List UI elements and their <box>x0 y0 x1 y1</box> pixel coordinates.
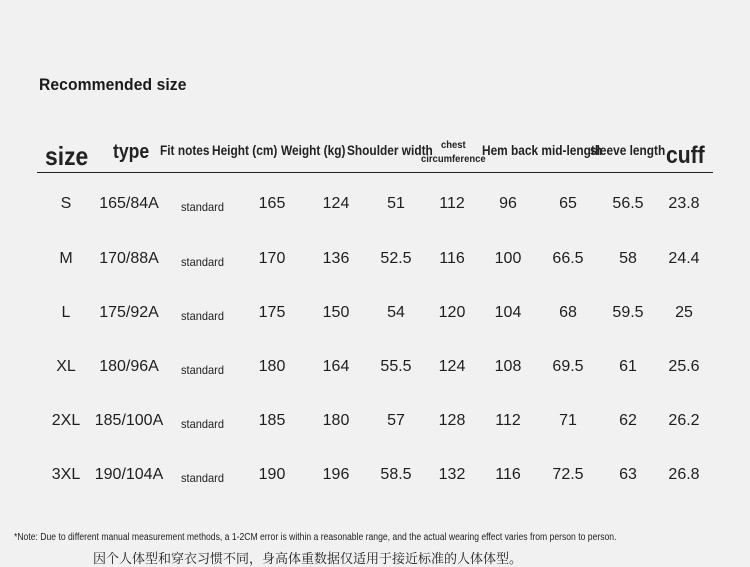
header-height: Height (cm) <box>212 143 278 158</box>
measurement-note: *Note: Due to different manual measurement methods, a 1-2CM error is within a reasonable range, and the actual wearing effect varies from person to person. <box>14 532 617 543</box>
cell-hem: 116 <box>495 466 521 483</box>
cell-sleeve-mid: 68 <box>559 304 577 321</box>
cell-size: L <box>61 304 71 321</box>
cell-sleeve: 59.5 <box>612 304 644 321</box>
cell-sleeve-mid: 66.5 <box>552 250 584 267</box>
cell-hem: 108 <box>494 358 522 375</box>
cell-sleeve: 58 <box>619 250 637 267</box>
cell-weight: 124 <box>322 195 350 212</box>
cell-type: 190/104A <box>94 466 164 483</box>
cell-fit-notes: standard <box>181 417 224 431</box>
cell-height: 185 <box>258 412 286 429</box>
cell-sleeve: 61 <box>619 358 637 375</box>
cell-cuff: 23.8 <box>668 195 700 212</box>
cell-type: 175/92A <box>99 304 159 321</box>
header-fit-notes: Fit notes <box>160 143 210 158</box>
cell-cuff: 25.6 <box>668 358 700 375</box>
cell-fit-notes: standard <box>181 200 224 214</box>
cell-chest: 124 <box>438 358 466 375</box>
cell-type: 170/88A <box>99 250 159 267</box>
cell-hem: 96 <box>499 195 517 212</box>
header-type: type <box>113 141 150 163</box>
cell-height: 190 <box>258 466 286 483</box>
cell-cuff: 26.8 <box>668 466 700 483</box>
header-chest-line1: chest <box>440 139 466 151</box>
cell-sleeve: 63 <box>619 466 637 483</box>
cell-hem: 104 <box>494 304 522 321</box>
cell-sleeve: 56.5 <box>612 195 644 212</box>
cell-sleeve-mid: 72.5 <box>552 466 584 483</box>
header-cuff: cuff <box>666 142 705 169</box>
page-title: Recommended size <box>39 75 187 94</box>
cell-cuff: 26.2 <box>668 412 700 429</box>
cell-type: 185/100A <box>94 412 164 429</box>
cell-size: 3XL <box>51 466 81 483</box>
cell-chest: 112 <box>439 195 465 212</box>
cell-fit-notes: standard <box>181 309 224 323</box>
header-weight: Weight (kg) <box>281 143 346 158</box>
cell-chest: 120 <box>438 304 466 321</box>
cell-weight: 136 <box>322 250 350 267</box>
cell-size: XL <box>56 358 76 375</box>
cell-chest: 132 <box>438 466 466 483</box>
cell-shoulder: 55.5 <box>380 358 412 375</box>
cell-shoulder: 52.5 <box>380 250 412 267</box>
cell-height: 180 <box>258 358 286 375</box>
cell-sleeve: 62 <box>619 412 637 429</box>
cell-height: 165 <box>258 195 286 212</box>
cell-type: 165/84A <box>99 195 159 212</box>
cell-fit-notes: standard <box>181 255 224 269</box>
cell-hem: 112 <box>495 412 521 429</box>
cell-shoulder: 57 <box>387 412 405 429</box>
header-chest-line2: circumference <box>421 153 486 165</box>
cell-weight: 180 <box>322 412 350 429</box>
cell-weight: 150 <box>322 304 350 321</box>
cell-sleeve-mid: 69.5 <box>552 358 584 375</box>
cell-size: 2XL <box>51 412 81 429</box>
header-hem-back-mid-length: Hem back mid-length <box>482 143 603 158</box>
cell-fit-notes: standard <box>181 363 224 377</box>
cell-shoulder: 51 <box>387 195 405 212</box>
cell-shoulder: 58.5 <box>380 466 412 483</box>
header-size: size <box>45 141 89 171</box>
cell-height: 170 <box>258 250 286 267</box>
cell-hem: 100 <box>494 250 522 267</box>
cell-sleeve-mid: 65 <box>559 195 577 212</box>
header-divider <box>37 172 713 173</box>
measurement-note-cn: 因个人体型和穿衣习惯不同，身高体重数据仅适用于接近标准的人体体型。 <box>93 551 523 566</box>
header-shoulder-width: Shoulder width <box>347 143 433 158</box>
header-chest-circumference <box>421 138 486 166</box>
header-sleeve-length: sleeve length <box>590 143 666 158</box>
cell-weight: 164 <box>322 358 350 375</box>
cell-size: M <box>59 250 73 267</box>
cell-cuff: 25 <box>675 304 693 321</box>
cell-size: S <box>60 195 72 212</box>
cell-weight: 196 <box>322 466 350 483</box>
cell-chest: 128 <box>438 412 466 429</box>
cell-fit-notes: standard <box>181 471 224 485</box>
cell-chest: 116 <box>439 250 465 267</box>
cell-cuff: 24.4 <box>668 250 700 267</box>
cell-type: 180/96A <box>99 358 159 375</box>
cell-shoulder: 54 <box>387 304 405 321</box>
cell-height: 175 <box>258 304 286 321</box>
cell-sleeve-mid: 71 <box>559 412 577 429</box>
